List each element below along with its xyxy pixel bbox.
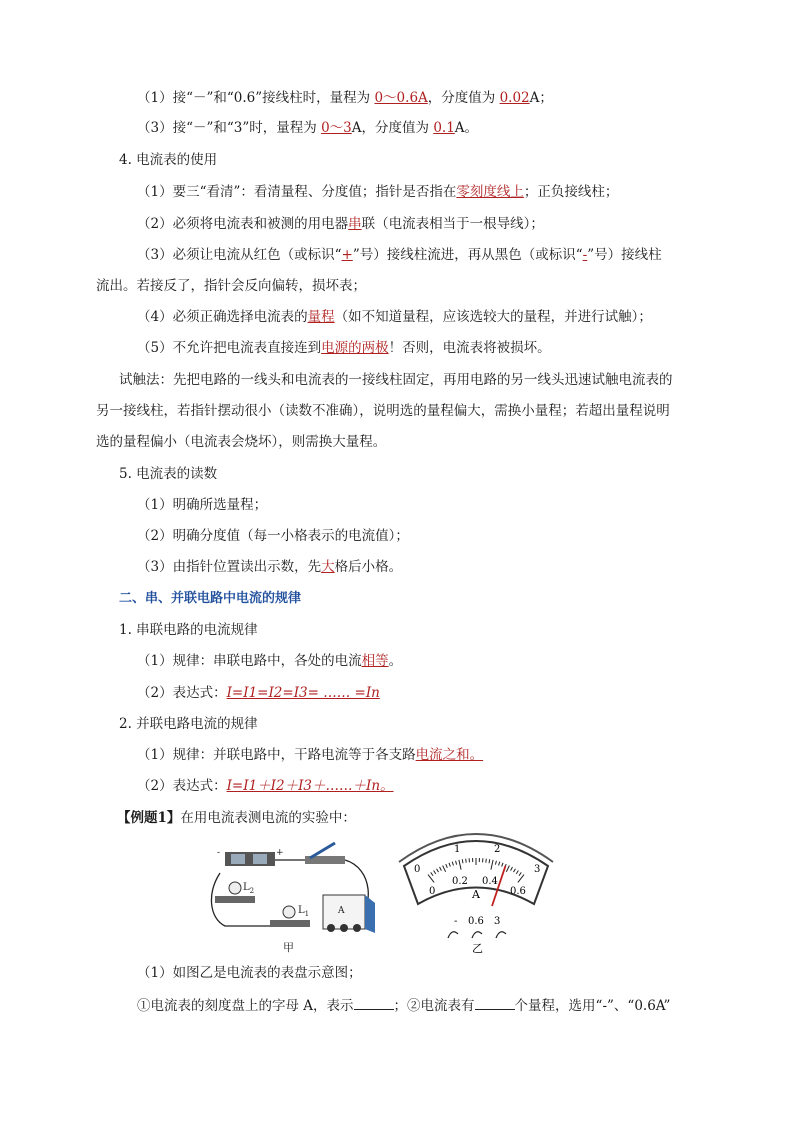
p-series-formula: （2）表达式：I=I1=I2=I3= …… =In bbox=[137, 685, 380, 701]
dial-tick bbox=[462, 859, 463, 863]
meter-label: A bbox=[338, 906, 345, 916]
p-trial-1: 试触法：先把电路的一线头和电流表的一接线柱固定，再用电路的另一线头迅速试触电流表的 bbox=[119, 372, 673, 388]
p-usage-3-cont: 流出。若接反了，指针会反向偏转，损坏表； bbox=[96, 278, 366, 294]
ammeter-dial-figure bbox=[396, 826, 556, 956]
p-parallel-formula: （2）表达式：I=I1＋I2＋I3＋……＋In。 bbox=[137, 778, 394, 794]
ammeter-device-icon bbox=[323, 895, 375, 933]
section-usage-heading: 4. 电流表的使用 bbox=[119, 152, 218, 168]
q1-intro: （1）如图乙是电流表的表盘示意图； bbox=[137, 965, 362, 981]
section-two-heading: 二、串、并联电路中电流的规律 bbox=[119, 591, 302, 606]
lamp-l1-label: $L_1$ bbox=[298, 905, 310, 918]
example-1: 【例题1】在用电流表测电流的实验中： bbox=[117, 810, 356, 826]
figure-caption-yi: 乙 bbox=[472, 942, 483, 955]
terminal-06-label: 0.6 bbox=[468, 916, 484, 927]
battery-minus-label: - bbox=[217, 848, 221, 858]
p-parallel-rule: （1）规律：并联电路中，干路电流等于各支路电流之和。 bbox=[137, 747, 484, 763]
terminal-labels bbox=[454, 916, 500, 927]
p-series-rule: （1）规律：串联电路中，各处的电流相等。 bbox=[137, 653, 403, 669]
inner-tick-label: 0 bbox=[429, 886, 436, 897]
inner-tick-label: 0.6 bbox=[510, 886, 526, 897]
switch-icon bbox=[305, 843, 345, 864]
p-usage-3: （3）必须让电流从红色（或标识“+”号）接线柱流进，再从黑色（或标识“-”号）接线柱 bbox=[137, 247, 662, 263]
p-usage-2: （2）必须将电流表和被测的用电器串联（电流表相当于一根导线）； bbox=[137, 216, 544, 232]
figure-caption-jia: 甲 bbox=[283, 941, 294, 954]
circuit-figure bbox=[205, 838, 380, 958]
dial-tick bbox=[466, 859, 467, 863]
p-range-06: （1）接“－”和“0.6”接线柱时，量程为 0～0.6A，分度值为 0.02A； bbox=[137, 90, 553, 106]
parallel-heading: 2. 并联电路电流的规律 bbox=[119, 716, 258, 732]
q1-blanks: ①电流表的刻度盘上的字母 A，表示 ；②电流表有 个量程，选用“-”、“0.6A” bbox=[137, 995, 670, 1016]
dial-tick bbox=[489, 859, 490, 863]
battery-plus-label: + bbox=[276, 848, 284, 858]
dial-tick bbox=[486, 859, 487, 863]
inner-tick-label: 0.2 bbox=[452, 876, 468, 887]
p-range-3: （3）接“－”和“3”时，量程为 0～3A，分度值为 0.1A。 bbox=[137, 120, 479, 136]
terminal-posts-icon bbox=[448, 932, 506, 938]
unit-label: A bbox=[472, 888, 480, 901]
outer-tick-label: 3 bbox=[534, 864, 541, 875]
outer-tick-label: 2 bbox=[494, 844, 501, 855]
outer-tick-label: 0 bbox=[414, 864, 421, 875]
p-reading-1: （1）明确所选量程； bbox=[137, 497, 268, 513]
p-trial-2: 另一接线柱，若指针摆动很小（读数不准确），说明选的量程偏大，需换小量程；若超出量程说明 bbox=[96, 403, 670, 419]
inner-tick-label: 0.4 bbox=[482, 876, 498, 887]
answer-blank-1[interactable] bbox=[354, 995, 394, 1010]
p-usage-5: （5）不允许把电流表直接连到电源的两极！否则，电流表将被损坏。 bbox=[137, 340, 551, 356]
series-heading: 1. 串联电路的电流规律 bbox=[119, 622, 258, 638]
p-reading-3: （3）由指针位置读出示数，先大格后小格。 bbox=[137, 559, 403, 575]
p-reading-2: （2）明确分度值（每一小格表示的电流值）； bbox=[137, 528, 409, 544]
lamp-l2-label: $L_2$ bbox=[243, 882, 255, 895]
p-trial-3: 选的量程偏小（电流表会烧坏），则需换大量程。 bbox=[96, 434, 387, 450]
p-usage-4: （4）必须正确选择电流表的量程（如不知道量程，应该选较大的量程，并进行试触）； bbox=[137, 309, 652, 325]
outer-tick-label: 1 bbox=[454, 844, 461, 855]
section-reading-heading: 5. 电流表的读数 bbox=[119, 466, 218, 482]
p-usage-1: （1）要三“看清”：看清量程、分度值；指针是否指在零刻度线上；正负接线柱； bbox=[137, 184, 619, 200]
terminal-minus-label: - bbox=[454, 916, 458, 927]
terminal-3-label: 3 bbox=[494, 916, 501, 927]
answer-blank-2[interactable] bbox=[475, 995, 515, 1010]
